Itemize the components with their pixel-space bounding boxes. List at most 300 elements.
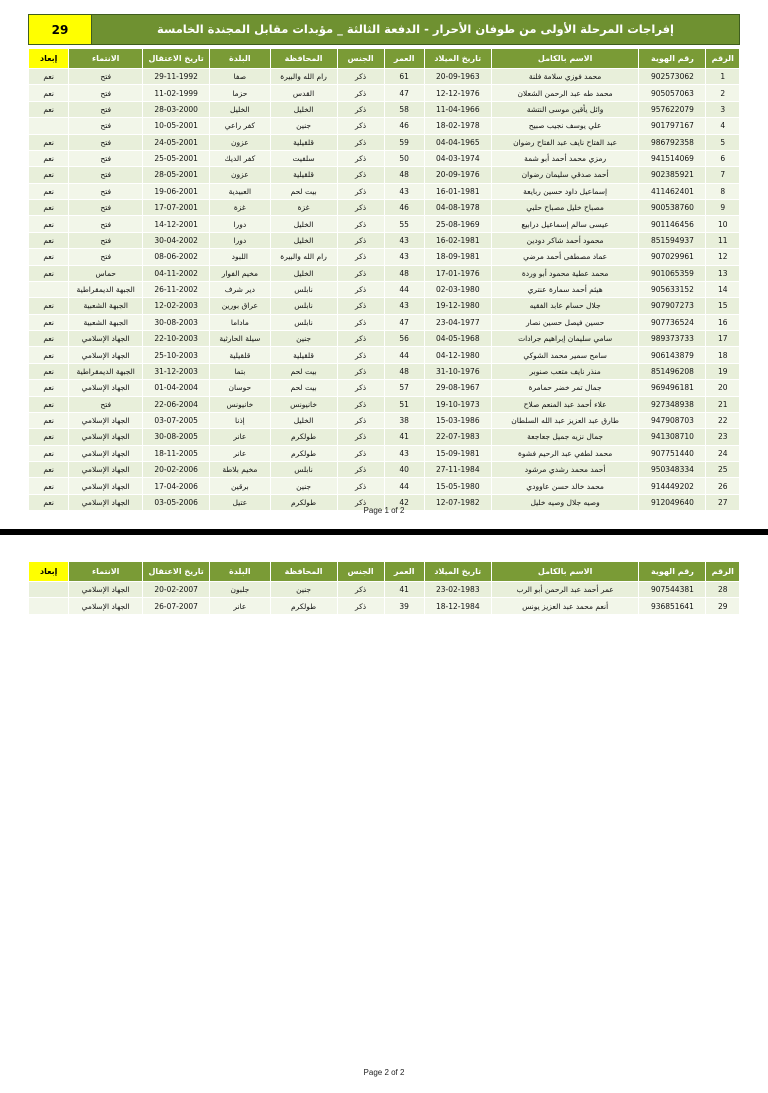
cell-arrest-date: 08-06-2002 xyxy=(143,249,210,265)
cell-birth-date: 25-08-1969 xyxy=(424,216,491,232)
cell-gender: ذكر xyxy=(337,598,384,614)
cell-gender: ذكر xyxy=(337,445,384,461)
cell-number: 24 xyxy=(706,445,740,461)
cell-arrest-date: 01-04-2004 xyxy=(143,380,210,396)
cell-affiliation: الجهاد الإسلامي xyxy=(69,494,143,510)
table-row xyxy=(29,183,740,199)
cell-town: العبيدية xyxy=(210,183,270,199)
cell-affiliation: فتح xyxy=(69,232,143,248)
table-row xyxy=(29,232,740,248)
cell-affiliation: الجبهة الشعبية xyxy=(69,314,143,330)
cell-town: دورا xyxy=(210,216,270,232)
cell-deport: نعم xyxy=(29,167,69,183)
cell-governorate: جنين xyxy=(270,478,337,494)
cell-town: برقين xyxy=(210,478,270,494)
table-row xyxy=(29,331,740,347)
table-row xyxy=(29,281,740,297)
table-body-page-1 xyxy=(29,69,740,511)
cell-town: عانر xyxy=(210,598,270,614)
cell-arrest-date: 30-08-2003 xyxy=(143,314,210,330)
cell-arrest-date: 19-06-2001 xyxy=(143,183,210,199)
cell-arrest-date: 26-11-2002 xyxy=(143,281,210,297)
cell-gender: ذكر xyxy=(337,494,384,510)
column-header-arrest-date: تاريخ الاعتقال xyxy=(143,562,210,582)
cell-governorate: رام الله والبيرة xyxy=(270,69,337,85)
table-row xyxy=(29,598,740,614)
cell-id: 957622079 xyxy=(639,101,706,117)
cell-number: 3 xyxy=(706,101,740,117)
cell-deport: نعم xyxy=(29,478,69,494)
cell-town: كفر الديك xyxy=(210,150,270,166)
cell-age: 38 xyxy=(384,412,424,428)
cell-affiliation: فتح xyxy=(69,249,143,265)
column-header-birth-date: تاريخ الميلاد xyxy=(424,562,491,582)
table-row xyxy=(29,200,740,216)
cell-governorate: جنين xyxy=(270,118,337,134)
cell-arrest-date: 28-05-2001 xyxy=(143,167,210,183)
cell-id: 936851641 xyxy=(639,598,706,614)
cell-arrest-date: 24-05-2001 xyxy=(143,134,210,150)
cell-name: علي يوسف نجيب صبيح xyxy=(491,118,639,134)
cell-governorate: الخليل xyxy=(270,412,337,428)
cell-birth-date: 18-02-1978 xyxy=(424,118,491,134)
cell-number: 4 xyxy=(706,118,740,134)
cell-deport: نعم xyxy=(29,200,69,216)
cell-affiliation: الجهاد الإسلامي xyxy=(69,380,143,396)
cell-id: 969496181 xyxy=(639,380,706,396)
cell-id: 941308710 xyxy=(639,429,706,445)
cell-birth-date: 19-12-1980 xyxy=(424,298,491,314)
cell-arrest-date: 11-02-1999 xyxy=(143,85,210,101)
cell-deport: نعم xyxy=(29,101,69,117)
cell-number: 20 xyxy=(706,380,740,396)
cell-arrest-date: 31-12-2003 xyxy=(143,363,210,379)
column-header-birth-date: تاريخ الميلاد xyxy=(424,49,491,69)
cell-name: سامي سليمان إبراهيم جرادات xyxy=(491,331,639,347)
cell-deport: نعم xyxy=(29,249,69,265)
cell-town: عراق بورين xyxy=(210,298,270,314)
cell-number: 12 xyxy=(706,249,740,265)
cell-age: 56 xyxy=(384,331,424,347)
cell-town: سيلة الحارثية xyxy=(210,331,270,347)
cell-deport: نعم xyxy=(29,429,69,445)
cell-gender: ذكر xyxy=(337,150,384,166)
column-header-affiliation: الانتماء xyxy=(69,49,143,69)
cell-deport xyxy=(29,281,69,297)
cell-deport: نعم xyxy=(29,216,69,232)
table-row xyxy=(29,118,740,134)
cell-town: عتيل xyxy=(210,494,270,510)
cell-number: 19 xyxy=(706,363,740,379)
table-row xyxy=(29,314,740,330)
cell-governorate: الخليل xyxy=(270,101,337,117)
table-row xyxy=(29,298,740,314)
cell-name: أحمد صدقي سليمان رضوان xyxy=(491,167,639,183)
cell-id: 900538760 xyxy=(639,200,706,216)
cell-name: جمال نزيه جميل جعاجعة xyxy=(491,429,639,445)
column-header-id: رقم الهوية xyxy=(639,49,706,69)
cell-governorate: رام الله والبيرة xyxy=(270,249,337,265)
cell-birth-date: 16-02-1981 xyxy=(424,232,491,248)
cell-arrest-date: 04-11-2002 xyxy=(143,265,210,281)
cell-id: 901797167 xyxy=(639,118,706,134)
cell-id: 906143879 xyxy=(639,347,706,363)
table-row xyxy=(29,429,740,445)
table-row xyxy=(29,380,740,396)
cell-age: 43 xyxy=(384,298,424,314)
cell-affiliation: الجهاد الإسلامي xyxy=(69,462,143,478)
cell-town: ماداما xyxy=(210,314,270,330)
table-row xyxy=(29,134,740,150)
cell-governorate: الخليل xyxy=(270,232,337,248)
cell-governorate: القدس xyxy=(270,85,337,101)
cell-arrest-date: 22-10-2003 xyxy=(143,331,210,347)
cell-age: 44 xyxy=(384,281,424,297)
cell-age: 41 xyxy=(384,429,424,445)
cell-age: 46 xyxy=(384,118,424,134)
cell-age: 43 xyxy=(384,183,424,199)
column-header-arrest-date: تاريخ الاعتقال xyxy=(143,49,210,69)
cell-number: 2 xyxy=(706,85,740,101)
cell-arrest-date: 25-05-2001 xyxy=(143,150,210,166)
cell-affiliation: الجبهة الشعبية xyxy=(69,298,143,314)
cell-affiliation: الجهاد الإسلامي xyxy=(69,445,143,461)
table-row xyxy=(29,69,740,85)
cell-town: جلبون xyxy=(210,582,270,598)
cell-town: بتما xyxy=(210,363,270,379)
cell-gender: ذكر xyxy=(337,380,384,396)
cell-deport: نعم xyxy=(29,69,69,85)
cell-governorate: طولكرم xyxy=(270,598,337,614)
cell-age: 61 xyxy=(384,69,424,85)
cell-governorate: نابلس xyxy=(270,314,337,330)
cell-deport: نعم xyxy=(29,462,69,478)
cell-birth-date: 12-12-1976 xyxy=(424,85,491,101)
cell-number: 1 xyxy=(706,69,740,85)
table-row xyxy=(29,167,740,183)
cell-deport xyxy=(29,582,69,598)
cell-age: 42 xyxy=(384,494,424,510)
cell-governorate: طولكرم xyxy=(270,445,337,461)
cell-number: 28 xyxy=(706,582,740,598)
column-header-gender: الجنس xyxy=(337,49,384,69)
cell-arrest-date: 30-04-2002 xyxy=(143,232,210,248)
cell-birth-date: 11-04-1966 xyxy=(424,101,491,117)
cell-id: 901065359 xyxy=(639,265,706,281)
column-header-governorate: المحافظة xyxy=(270,49,337,69)
cell-name: محمد خالد حسن عاوودي xyxy=(491,478,639,494)
prisoners-table-page-2 xyxy=(28,561,740,615)
cell-number: 13 xyxy=(706,265,740,281)
cell-age: 48 xyxy=(384,265,424,281)
table-row xyxy=(29,462,740,478)
cell-age: 48 xyxy=(384,167,424,183)
cell-town: قلقيلية xyxy=(210,347,270,363)
cell-birth-date: 22-07-1983 xyxy=(424,429,491,445)
cell-birth-date: 17-01-1976 xyxy=(424,265,491,281)
cell-age: 44 xyxy=(384,347,424,363)
table-row xyxy=(29,582,740,598)
cell-name: عيسى سالم إسماعيل درابيع xyxy=(491,216,639,232)
cell-gender: ذكر xyxy=(337,582,384,598)
cell-birth-date: 20-09-1976 xyxy=(424,167,491,183)
cell-id: 901146456 xyxy=(639,216,706,232)
cell-town: عانر xyxy=(210,445,270,461)
cell-number: 21 xyxy=(706,396,740,412)
cell-affiliation: الجهاد الإسلامي xyxy=(69,331,143,347)
cell-affiliation: فتح xyxy=(69,118,143,134)
cell-birth-date: 04-05-1968 xyxy=(424,331,491,347)
cell-gender: ذكر xyxy=(337,85,384,101)
cell-name: محمد لطفي عبد الرحيم فشوة xyxy=(491,445,639,461)
table-row xyxy=(29,85,740,101)
table-row xyxy=(29,265,740,281)
cell-town: دورا xyxy=(210,232,270,248)
cell-deport: نعم xyxy=(29,183,69,199)
cell-birth-date: 16-01-1981 xyxy=(424,183,491,199)
cell-gender: ذكر xyxy=(337,216,384,232)
cell-affiliation: الجبهة الديمقراطية xyxy=(69,363,143,379)
cell-name: جمال تمر خضر حمامرة xyxy=(491,380,639,396)
cell-birth-date: 18-12-1984 xyxy=(424,598,491,614)
cell-arrest-date: 22-06-2004 xyxy=(143,396,210,412)
cell-affiliation: فتح xyxy=(69,216,143,232)
cell-affiliation: فتح xyxy=(69,200,143,216)
column-header-number: الرقم xyxy=(706,49,740,69)
cell-birth-date: 04-08-1978 xyxy=(424,200,491,216)
cell-name: عمر أحمد عبد الرحمن أبو الرب xyxy=(491,582,639,598)
cell-affiliation: الجهاد الإسلامي xyxy=(69,478,143,494)
cell-affiliation: فتح xyxy=(69,85,143,101)
cell-governorate: بيت لحم xyxy=(270,380,337,396)
cell-name: أنعم محمد عبد العزيز يونس xyxy=(491,598,639,614)
cell-governorate: قلقيلية xyxy=(270,167,337,183)
column-header-deport: إبعاد xyxy=(29,562,69,582)
cell-gender: ذكر xyxy=(337,478,384,494)
cell-number: 16 xyxy=(706,314,740,330)
cell-arrest-date: 03-05-2006 xyxy=(143,494,210,510)
cell-gender: ذكر xyxy=(337,281,384,297)
cell-gender: ذكر xyxy=(337,265,384,281)
table-body-page-2 xyxy=(29,582,740,615)
cell-affiliation: الجهاد الإسلامي xyxy=(69,582,143,598)
cell-id: 912049640 xyxy=(639,494,706,510)
cell-town: عزون xyxy=(210,134,270,150)
cell-town: الخليل xyxy=(210,101,270,117)
cell-town: دير شرف xyxy=(210,281,270,297)
column-header-id: رقم الهوية xyxy=(639,562,706,582)
column-header-number: الرقم xyxy=(706,562,740,582)
cell-id: 947908703 xyxy=(639,412,706,428)
cell-town: حوسان xyxy=(210,380,270,396)
cell-gender: ذكر xyxy=(337,462,384,478)
cell-gender: ذكر xyxy=(337,396,384,412)
cell-age: 55 xyxy=(384,216,424,232)
cell-gender: ذكر xyxy=(337,249,384,265)
document-title-bar xyxy=(28,14,740,45)
cell-id: 905633152 xyxy=(639,281,706,297)
cell-governorate: طولكرم xyxy=(270,429,337,445)
cell-affiliation: الجهاد الإسلامي xyxy=(69,429,143,445)
cell-gender: ذكر xyxy=(337,331,384,347)
cell-governorate: طولكرم xyxy=(270,494,337,510)
cell-affiliation: فتح xyxy=(69,150,143,166)
cell-number: 10 xyxy=(706,216,740,232)
cell-name: رمزي محمد أحمد أبو شمة xyxy=(491,150,639,166)
cell-arrest-date: 17-07-2001 xyxy=(143,200,210,216)
cell-deport: نعم xyxy=(29,150,69,166)
cell-number: 14 xyxy=(706,281,740,297)
cell-id: 989373733 xyxy=(639,331,706,347)
cell-birth-date: 15-09-1981 xyxy=(424,445,491,461)
cell-name: وصيه جلال وصيه خليل xyxy=(491,494,639,510)
cell-name: أحمد محمد رشدي مرشود xyxy=(491,462,639,478)
table-row xyxy=(29,150,740,166)
cell-number: 23 xyxy=(706,429,740,445)
column-header-deport: إبعاد xyxy=(29,49,69,69)
cell-number: 6 xyxy=(706,150,740,166)
cell-arrest-date: 28-03-2000 xyxy=(143,101,210,117)
cell-deport: نعم xyxy=(29,412,69,428)
cell-birth-date: 04-04-1965 xyxy=(424,134,491,150)
cell-id: 411462401 xyxy=(639,183,706,199)
cell-id: 950348334 xyxy=(639,462,706,478)
cell-age: 47 xyxy=(384,85,424,101)
cell-name: مصباح خليل مصباح حلبي xyxy=(491,200,639,216)
cell-arrest-date: 29-11-1992 xyxy=(143,69,210,85)
cell-affiliation: فتح xyxy=(69,69,143,85)
cell-affiliation: فتح xyxy=(69,183,143,199)
cell-name: محمد طه عبد الرحمن الشعلان xyxy=(491,85,639,101)
cell-birth-date: 19-10-1973 xyxy=(424,396,491,412)
cell-name: حسين فيصل حسين نصار xyxy=(491,314,639,330)
cell-deport: نعم xyxy=(29,445,69,461)
table-row xyxy=(29,347,740,363)
table-row xyxy=(29,412,740,428)
cell-age: 43 xyxy=(384,232,424,248)
cell-governorate: نابلس xyxy=(270,462,337,478)
table-row xyxy=(29,101,740,117)
cell-governorate: نابلس xyxy=(270,298,337,314)
cell-governorate: نابلس xyxy=(270,281,337,297)
cell-town: غزة xyxy=(210,200,270,216)
cell-deport: نعم xyxy=(29,347,69,363)
cell-id: 902385921 xyxy=(639,167,706,183)
cell-affiliation: حماس xyxy=(69,265,143,281)
page-footer-2: Page 2 of 2 xyxy=(363,1068,405,1077)
cell-arrest-date: 20-02-2006 xyxy=(143,462,210,478)
cell-birth-date: 15-05-1980 xyxy=(424,478,491,494)
cell-name: هيثم أحمد سمارة عنتري xyxy=(491,281,639,297)
cell-gender: ذكر xyxy=(337,232,384,248)
cell-name: محمود أحمد شاكر دودين xyxy=(491,232,639,248)
cell-deport: نعم xyxy=(29,298,69,314)
cell-number: 11 xyxy=(706,232,740,248)
cell-town: حزما xyxy=(210,85,270,101)
total-count-badge: 29 xyxy=(29,15,91,44)
cell-town: اللبود xyxy=(210,249,270,265)
cell-gender: ذكر xyxy=(337,167,384,183)
cell-birth-date: 18-09-1981 xyxy=(424,249,491,265)
cell-affiliation: الجهاد الإسلامي xyxy=(69,347,143,363)
cell-town: كفر راعي xyxy=(210,118,270,134)
page-title: إفراجات المرحلة الأولى من طوفان الأحرار - الدفعة الثالثة _ مؤبدات مقابل المجندة الخامسة xyxy=(91,15,739,44)
cell-deport: نعم xyxy=(29,380,69,396)
cell-age: 46 xyxy=(384,200,424,216)
column-header-gender: الجنس xyxy=(337,562,384,582)
prisoners-table-page-1 xyxy=(28,48,740,511)
cell-number: 29 xyxy=(706,598,740,614)
cell-affiliation: الجهاد الإسلامي xyxy=(69,412,143,428)
cell-id: 851496208 xyxy=(639,363,706,379)
table-row xyxy=(29,478,740,494)
column-header-affiliation: الانتماء xyxy=(69,562,143,582)
table-row xyxy=(29,363,740,379)
cell-id: 907736524 xyxy=(639,314,706,330)
cell-age: 40 xyxy=(384,462,424,478)
cell-name: محمد فوزي سلامة فلنة xyxy=(491,69,639,85)
cell-number: 7 xyxy=(706,167,740,183)
cell-deport: نعم xyxy=(29,363,69,379)
cell-name: علاء أحمد عبد المنعم صلاح xyxy=(491,396,639,412)
cell-governorate: جنين xyxy=(270,582,337,598)
cell-birth-date: 23-04-1977 xyxy=(424,314,491,330)
cell-arrest-date: 18-11-2005 xyxy=(143,445,210,461)
cell-birth-date: 02-03-1980 xyxy=(424,281,491,297)
cell-name: عماد مصطفى أحمد مرضي xyxy=(491,249,639,265)
cell-birth-date: 29-08-1967 xyxy=(424,380,491,396)
cell-affiliation: فتح xyxy=(69,396,143,412)
cell-id: 986792358 xyxy=(639,134,706,150)
cell-governorate: الخليل xyxy=(270,265,337,281)
cell-number: 22 xyxy=(706,412,740,428)
cell-birth-date: 20-09-1963 xyxy=(424,69,491,85)
cell-gender: ذكر xyxy=(337,118,384,134)
cell-deport: نعم xyxy=(29,134,69,150)
cell-deport: نعم xyxy=(29,314,69,330)
cell-number: 25 xyxy=(706,462,740,478)
column-header-governorate: المحافظة xyxy=(270,562,337,582)
table-header-row xyxy=(29,49,740,69)
cell-id: 927348938 xyxy=(639,396,706,412)
cell-gender: ذكر xyxy=(337,298,384,314)
cell-arrest-date: 25-10-2003 xyxy=(143,347,210,363)
cell-gender: ذكر xyxy=(337,429,384,445)
column-header-town: البلدة xyxy=(210,49,270,69)
page-footer-1: Page 1 of 2 xyxy=(363,506,405,515)
cell-age: 58 xyxy=(384,101,424,117)
cell-governorate: خانيونس xyxy=(270,396,337,412)
cell-gender: ذكر xyxy=(337,314,384,330)
table-row xyxy=(29,216,740,232)
cell-age: 50 xyxy=(384,150,424,166)
cell-governorate: بيت لحم xyxy=(270,183,337,199)
cell-arrest-date: 26-07-2007 xyxy=(143,598,210,614)
cell-id: 902573062 xyxy=(639,69,706,85)
cell-governorate: جنين xyxy=(270,331,337,347)
cell-town: عزون xyxy=(210,167,270,183)
cell-arrest-date: 12-02-2003 xyxy=(143,298,210,314)
cell-id: 907751440 xyxy=(639,445,706,461)
cell-deport: نعم xyxy=(29,85,69,101)
cell-town: صفا xyxy=(210,69,270,85)
cell-name: إسماعيل داود حسين ربايعة xyxy=(491,183,639,199)
cell-arrest-date: 30-08-2005 xyxy=(143,429,210,445)
cell-deport xyxy=(29,118,69,134)
cell-deport: نعم xyxy=(29,331,69,347)
cell-age: 51 xyxy=(384,396,424,412)
table-header-row xyxy=(29,562,740,582)
